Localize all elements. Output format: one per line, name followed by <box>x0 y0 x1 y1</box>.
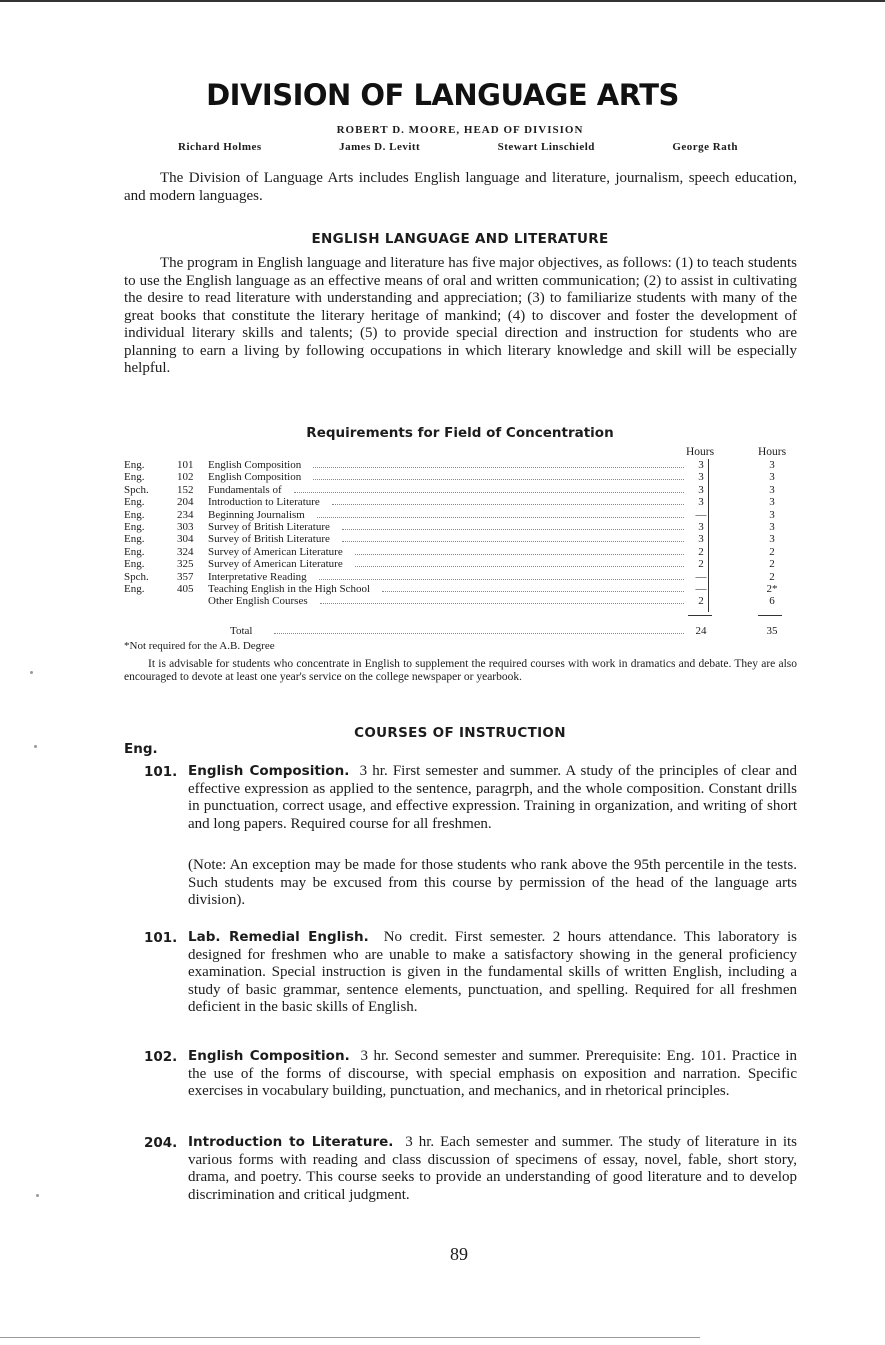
section-heading-english: ENGLISH LANGUAGE AND LITERATURE <box>311 231 609 247</box>
hours-value-1: — <box>695 583 707 595</box>
requirement-row <box>124 509 794 521</box>
course-number: 304 <box>177 533 194 546</box>
requirement-row <box>124 583 794 595</box>
hours-value-2: 3 <box>769 508 775 521</box>
hours-value-2: 3 <box>769 483 775 496</box>
top-border <box>0 0 885 2</box>
course-prefix: Eng. <box>124 508 145 521</box>
advice-paragraph: It is advisable for students who concentrate in English to supplement the required courses with work in dramatics and debate. They are also encouraged to devote at least one year's service on the college newspaper or yearbook. <box>124 658 797 683</box>
requirements-heading: Requirements for Field of Concentration <box>306 425 614 441</box>
leader-dots <box>355 546 684 555</box>
course-number: 325 <box>177 558 194 571</box>
scan-speck <box>30 671 33 674</box>
requirement-row <box>124 571 794 583</box>
hours-value-2: 3 <box>769 496 775 509</box>
hours-value-1: 2 <box>698 595 704 608</box>
head-of-division: ROBERT D. MOORE, HEAD OF DIVISION <box>336 124 584 136</box>
objectives-paragraph: The program in English language and literature has five major objectives, as follows: (1) to teach students to use the English language as an effective means of oral and written communication; (2) to assist in cultivating the desire to read literature with understanding and appreciation; (3) to familiarize students with many of the great books that constitute the literary heritage of mankind; (4) to discover and foster the development of individual literary skills and talents; (5) to provide special direction and instruction for students who are planning to earn a living by following occupations in which literary knowledge and skill will be especially helpful. <box>124 255 797 376</box>
course-number: 234 <box>177 508 194 521</box>
course-prefix: Spch. <box>124 570 149 583</box>
course-number: 152 <box>177 483 194 496</box>
leader-dots <box>294 484 684 493</box>
course-name: Survey of American Literature <box>208 558 343 571</box>
column-divider <box>708 459 709 612</box>
sum-rule-1 <box>688 615 712 616</box>
course-name: Teaching English in the High School <box>208 583 371 595</box>
hours-value-1: 3 <box>698 521 704 533</box>
course-name: Fundamentals of <box>208 483 282 496</box>
requirement-row <box>124 546 794 558</box>
course-name: Survey of American Literature <box>208 545 343 558</box>
hours-header-1: Hours <box>686 446 715 458</box>
course-text: 3 hr. First semester and summer. A study of the principles of clear and effective expression as applied to the sentence, paragrph, and the whole composition. Constant drills in punctuation, correct usage, and effective expression. Training in organization, and writing of short and long papers. Required course for all freshmen. <box>188 763 797 832</box>
course-title: English Composition. <box>188 1048 350 1064</box>
total-hours-2: 35 <box>766 625 778 637</box>
requirement-row <box>124 471 794 483</box>
course-prefix: Eng. <box>124 459 145 471</box>
course-prefix: Eng. <box>124 583 145 595</box>
hours-value-2: 3 <box>769 471 775 484</box>
course-prefix: Eng. <box>124 545 145 558</box>
requirement-row <box>124 459 794 471</box>
leader-dots <box>320 595 684 604</box>
hours-value-2: 2 <box>769 545 775 558</box>
total-row <box>124 625 794 637</box>
faculty-member: George Rath <box>672 141 738 153</box>
requirement-row <box>124 595 794 607</box>
course-lab-desc <box>188 929 797 1017</box>
hours-value-1: 2 <box>698 558 704 571</box>
course-prefix: Eng. <box>124 533 145 546</box>
page-number: 89 <box>450 1244 468 1264</box>
intro-paragraph: The Division of Language Arts includes English language and literature, journalism, speech education, and modern languages. <box>124 170 797 204</box>
course-prefix: Eng. <box>124 521 145 533</box>
hours-value-1: 3 <box>698 496 704 509</box>
bottom-edge <box>0 1337 700 1338</box>
hours-value-2: 3 <box>769 533 775 546</box>
sum-rule-2 <box>758 615 782 616</box>
hours-value-2: 2 <box>769 558 775 571</box>
hours-value-2: 3 <box>769 521 775 533</box>
course-text: 3 hr. Each semester and summer. The study of literature in its various forms with reading and class discussion of specimens of essay, novel, fable, short story, drama, and poetry. This course seeks to provide an understanding of good literature and to develop discrimination and critical judgment. <box>188 1134 797 1203</box>
course-name: Interpretative Reading <box>208 570 307 583</box>
page-title: DIVISION OF LANGUAGE ARTS <box>206 78 679 112</box>
course-number: 101. <box>144 930 178 946</box>
course-number: 324 <box>177 545 194 558</box>
scan-speck <box>36 1194 39 1197</box>
hours-value-1: 3 <box>698 471 704 484</box>
faculty-member: Stewart Linschield <box>497 141 595 153</box>
course-number: 303 <box>177 521 194 533</box>
hours-value-2: 2 <box>769 570 775 583</box>
hours-value-2: 2* <box>766 583 778 595</box>
course-prefix: Eng. <box>124 471 145 484</box>
leader-dots <box>313 471 684 480</box>
course-name: English Composition <box>208 471 302 484</box>
course-number: 102 <box>177 471 194 484</box>
hours-value-1: 3 <box>698 483 704 496</box>
course-102-desc <box>188 1048 797 1101</box>
course-number: 204. <box>144 1135 178 1151</box>
faculty-list <box>178 141 738 153</box>
course-number: 101. <box>144 764 178 780</box>
course-number: 357 <box>177 570 194 583</box>
course-title: Lab. Remedial English. <box>188 929 369 945</box>
hours-value-1: — <box>695 570 707 583</box>
hours-value-2: 6 <box>769 595 775 608</box>
eng-prefix-label: Eng. <box>124 741 158 757</box>
faculty-member: James D. Levitt <box>339 141 421 153</box>
leader-dots <box>342 533 684 542</box>
hours-value-1: — <box>695 508 707 521</box>
course-name: Beginning Journalism <box>208 508 305 521</box>
requirement-row <box>124 496 794 508</box>
course-prefix: Spch. <box>124 483 149 496</box>
course-number: 204 <box>177 496 194 509</box>
course-101-desc <box>188 763 797 833</box>
requirement-row <box>124 558 794 570</box>
leader-dots <box>342 521 684 530</box>
course-text: 3 hr. Second semester and summer. Prerequisite: Eng. 101. Practice in the use of the forms of discourse, with special emphasis on exposition and narration. Specific exercises in vocabulary building, punctuation, and mechanics, and in rhetorical principles. <box>188 1048 798 1099</box>
requirement-row <box>124 484 794 496</box>
course-prefix: Eng. <box>124 496 145 509</box>
courses-heading: COURSES OF INSTRUCTION <box>354 725 566 741</box>
requirement-row <box>124 521 794 533</box>
leader-dots <box>355 558 684 567</box>
leader-dots <box>274 625 684 634</box>
total-label: Total <box>230 625 253 637</box>
leader-dots <box>319 571 684 580</box>
course-text: No credit. First semester. 2 hours attendance. This laboratory is designed for freshmen who are unable to make a satisfactory showing in the general proficiency examination. Special instruction is given in the fundamental skills of written English, including a study of basic grammar, sentence elements, punctuation, and spelling. Required for all freshmen deficient in the basic skills of English. <box>188 929 798 1015</box>
course-name: Survey of British Literature <box>208 533 330 546</box>
course-name: Survey of British Literature <box>208 521 330 533</box>
course-title: Introduction to Literature. <box>188 1134 394 1150</box>
course-title: English Composition. <box>188 763 350 779</box>
course-prefix: Eng. <box>124 558 145 571</box>
course-number: 102. <box>144 1049 178 1065</box>
total-hours-1: 24 <box>695 625 707 637</box>
footnote: *Not required for the A.B. Degree <box>124 640 275 652</box>
hours-value-1: 3 <box>698 459 704 471</box>
requirement-row <box>124 533 794 545</box>
hours-value-1: 2 <box>698 545 704 558</box>
hours-value-2: 3 <box>769 459 775 471</box>
hours-value-1: 3 <box>698 533 704 546</box>
leader-dots <box>332 496 684 505</box>
leader-dots <box>382 583 684 592</box>
course-101-note: (Note: An exception may be made for those students who rank above the 95th percentile in the tests. Such students may be excused from this course by permission of the head of the language arts division). <box>188 857 797 908</box>
course-number: 405 <box>177 583 194 595</box>
course-name: English Composition <box>208 459 302 471</box>
leader-dots <box>317 509 684 518</box>
course-name: Introduction to Literature <box>208 496 320 509</box>
faculty-member: Richard Holmes <box>178 141 262 153</box>
scan-speck <box>34 745 37 748</box>
course-number: 101 <box>177 459 194 471</box>
leader-dots <box>313 459 684 468</box>
hours-header-2: Hours <box>758 446 787 458</box>
course-name: Other English Courses <box>208 595 308 608</box>
course-204-desc <box>188 1134 797 1204</box>
